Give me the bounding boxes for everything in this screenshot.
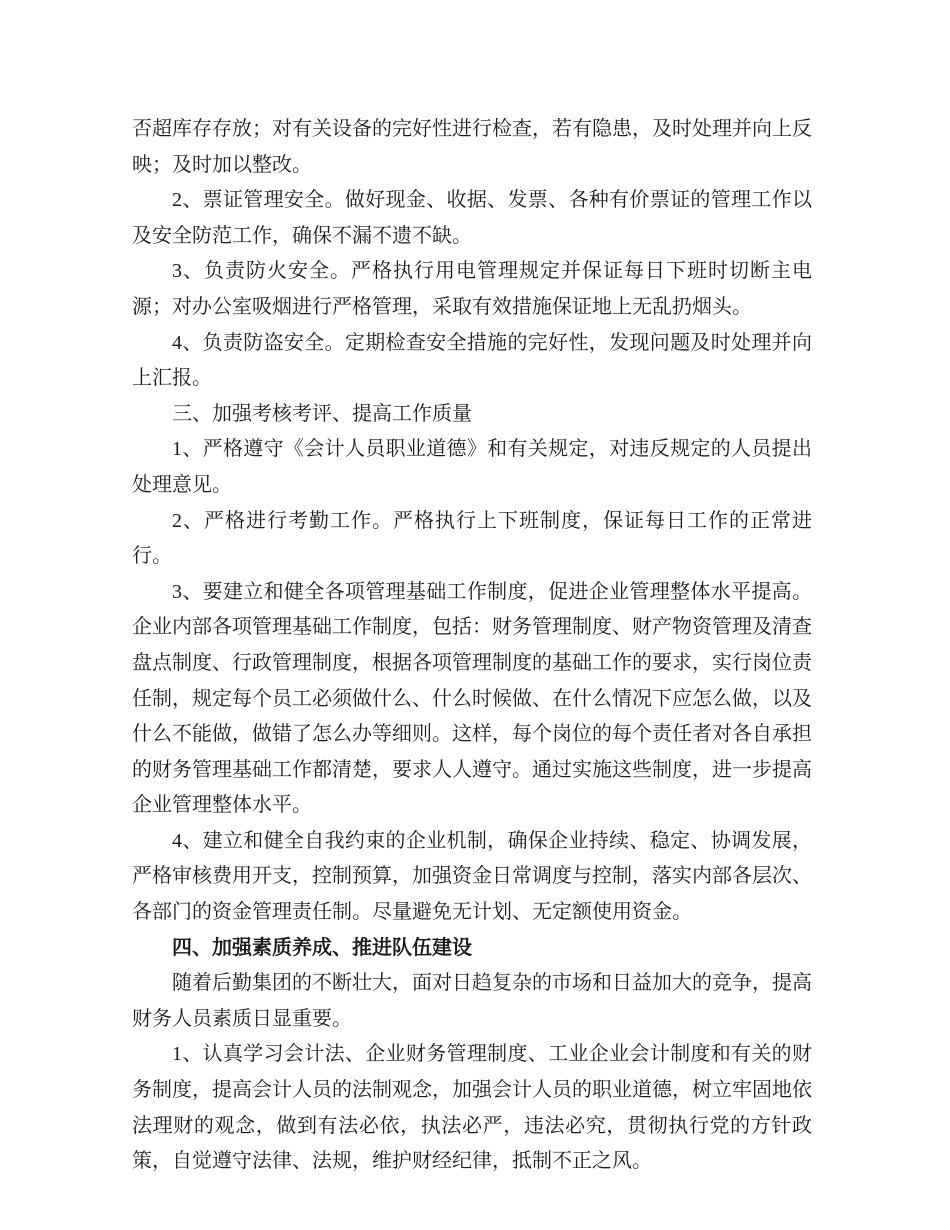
paragraph: 4、负责防盗安全。定期检查安全措施的完好性，发现问题及时处理并向上汇报。 bbox=[132, 331, 812, 390]
paragraph: 1、严格遵守《会计人员职业道德》和有关规定，对违反规定的人员提出处理意见。 bbox=[132, 438, 812, 496]
paragraph: 2、严格进行考勤工作。严格执行上下班制度，保证每日工作的正常进行。 bbox=[132, 509, 812, 568]
paragraph: 三、加强考核考评、提高工作质量 bbox=[172, 402, 472, 425]
paragraph: 3、负责防火安全。严格执行用电管理规定并保证每日下班时切断主电源；对办公室吸烟进行严格管理，采取有效措施保证地上无乱扔烟头。 bbox=[132, 260, 812, 318]
paragraph: 随着后勤集团的不断壮大，面对日趋复杂的市场和日益加大的竞争，提高财务人员素质日显重要。 bbox=[132, 972, 812, 1030]
paragraph: 2、票证管理安全。做好现金、收据、发票、各种有价票证的管理工作以及安全防范工作，确保不漏不遗不缺。 bbox=[132, 189, 812, 247]
paragraph: 4、建立和健全自我约束的企业机制，确保企业持续、稳定、协调发展，严格审核费用开支，控制预算，加强资金日常调度与控制，落实内部各层次、各部门的资金管理责任制。尽量避免无计划、无定额使用资金。 bbox=[132, 829, 812, 924]
paragraph: 四、加强素质养成、推进队伍建设 bbox=[172, 936, 472, 959]
document-body bbox=[132, 112, 812, 1180]
paragraph: 3、要建立和健全各项管理基础工作制度，促进企业管理整体水平提高。企业内部各项管理基础工作制度，包括：财务管理制度、财产物资管理及清查盘点制度、行政管理制度，根据各项管理制度的基础工作的要求，实行岗位责任制，规定每个员工必须做什么、什么时候做、在什么情况下应怎么做，以及什么不能做，做错了怎么办等细则。这样，每个岗位的每个责任者对各自承担的财务管理基础工作都清楚，要求人人遵守。通过实施这些制度，进一步提高企业管理整体水平。 bbox=[132, 580, 812, 817]
paragraph: 否超库存存放；对有关设备的完好性进行检查，若有隐患，及时处理并向上反映；及时加以整改。 bbox=[132, 118, 812, 176]
paragraph: 1、认真学习会计法、企业财务管理制度、工业企业会计制度和有关的财务制度，提高会计人员的法制观念，加强会计人员的职业道德，树立牢固地依法理财的观念，做到有法必依，执法必严，违法必究，贯彻执行党的方针政策，自觉遵守法律、法规，维护财经纪律，抵制不正之风。 bbox=[132, 1043, 812, 1173]
